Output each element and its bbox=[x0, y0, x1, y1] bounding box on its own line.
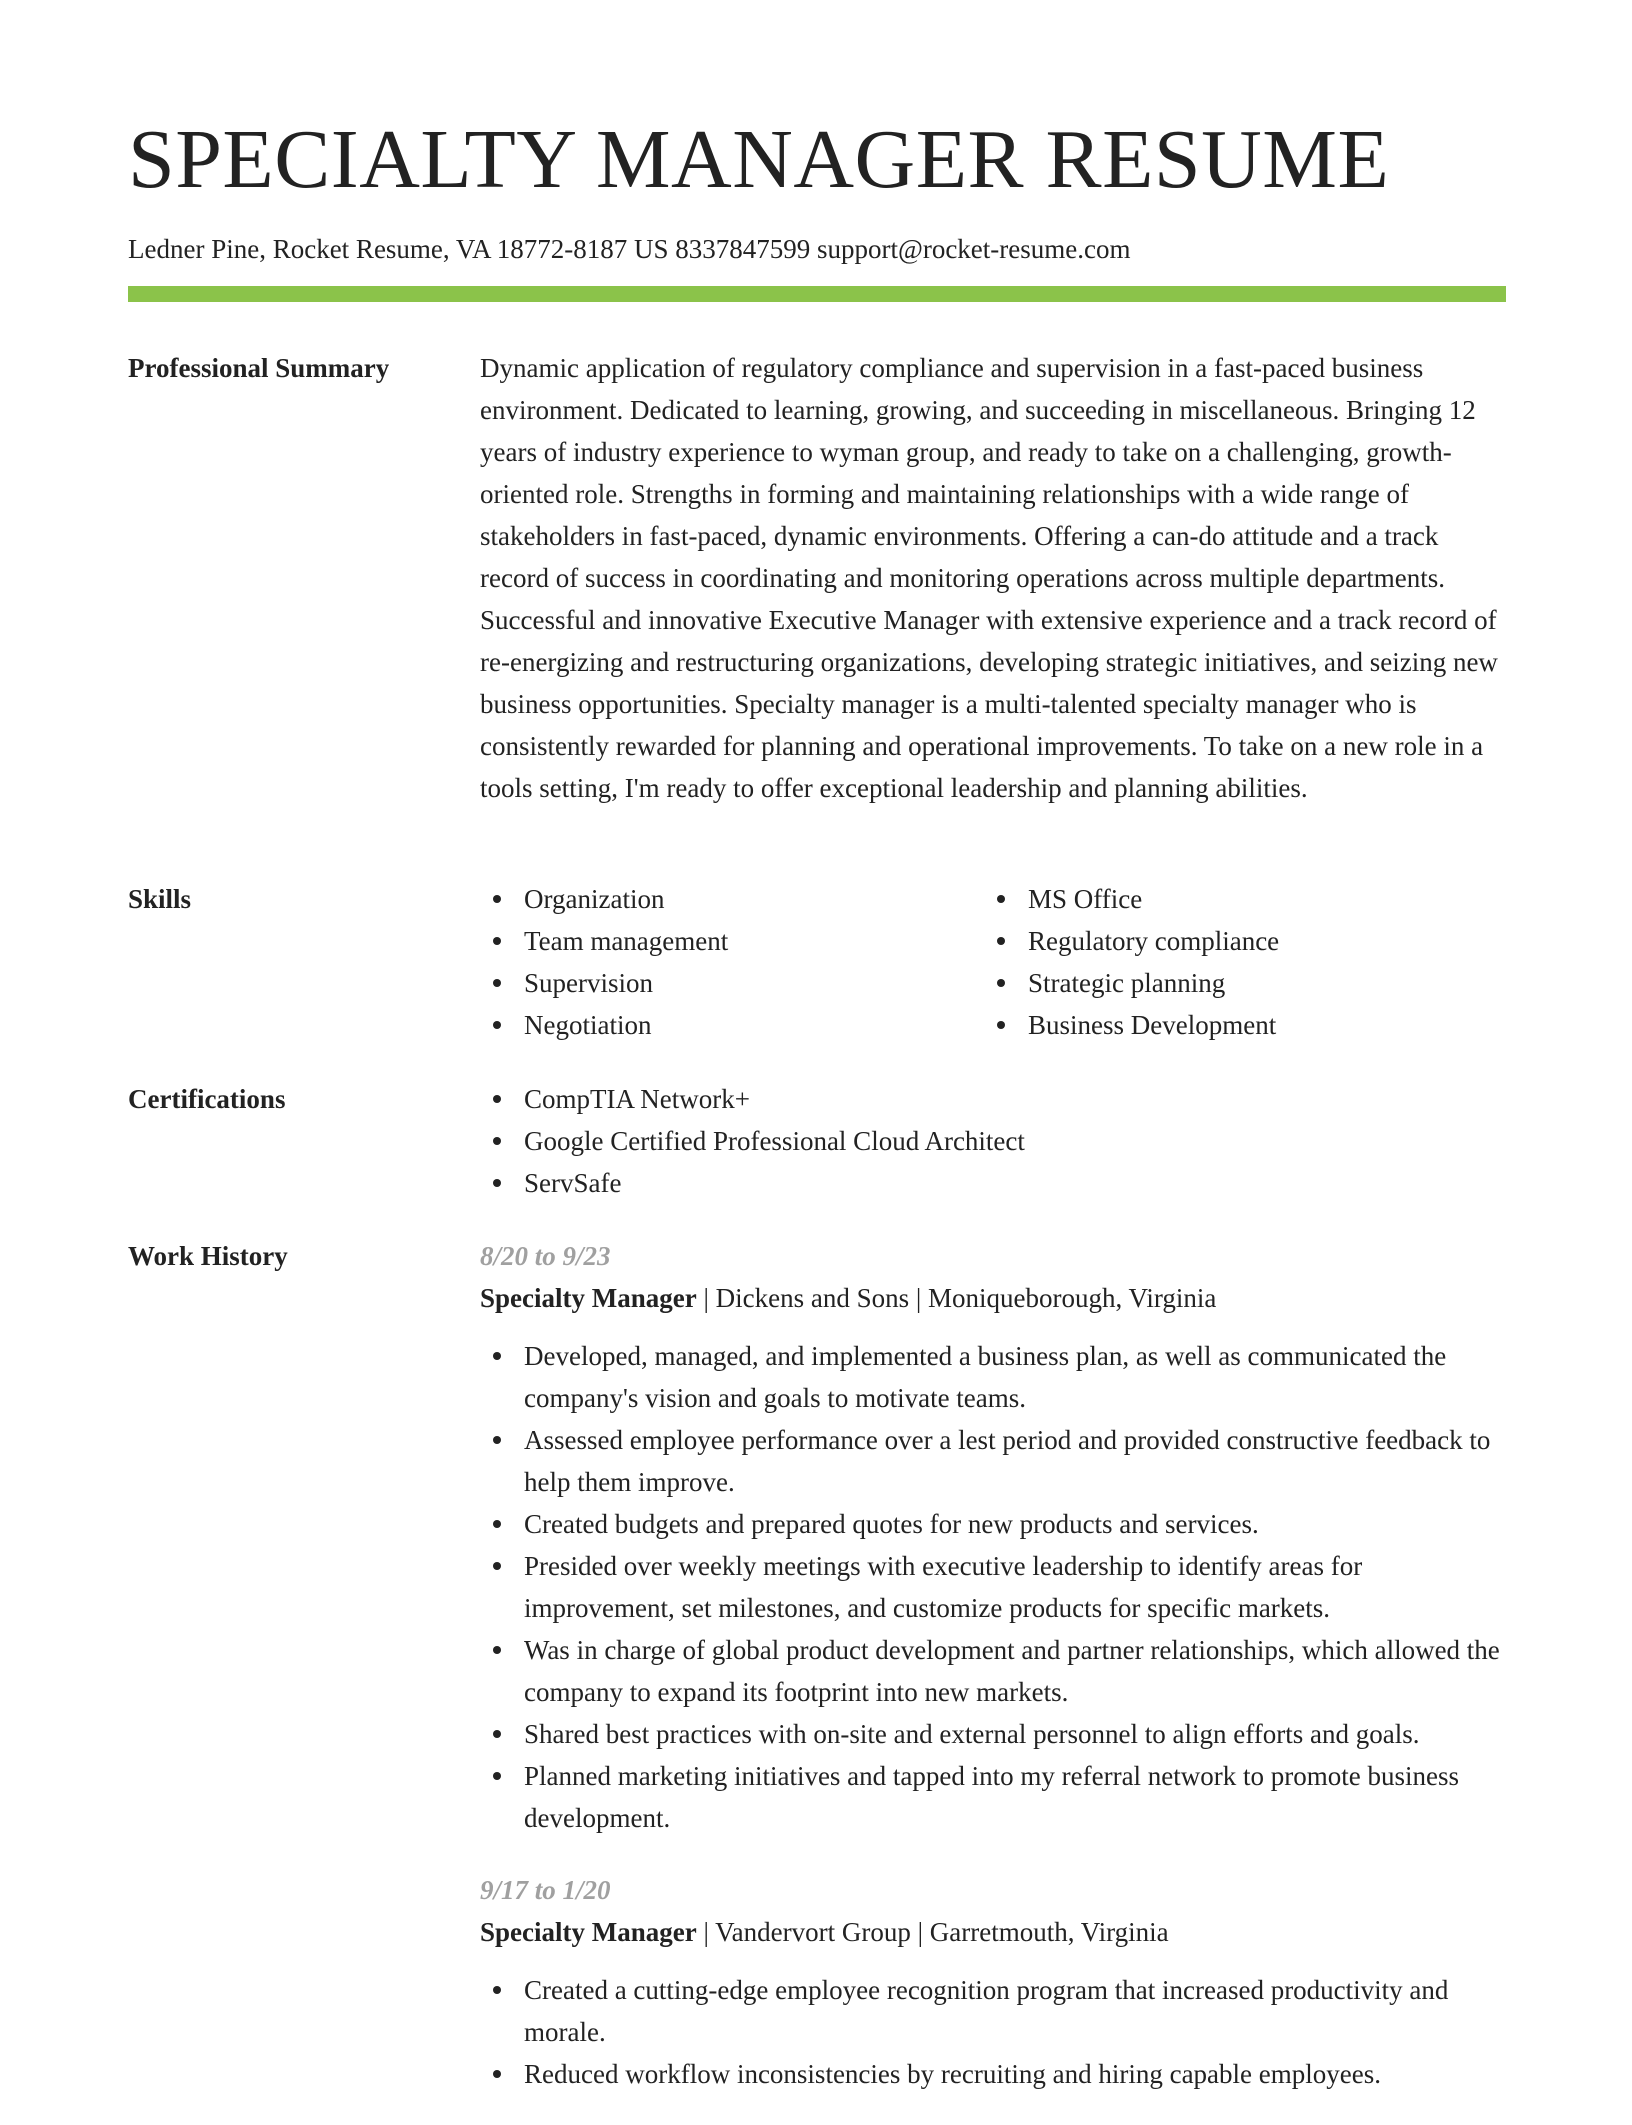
skill-item: Strategic planning bbox=[984, 962, 1488, 1004]
skills-list-left bbox=[480, 878, 984, 1046]
contact-info: Ledner Pine, Rocket Resume, VA 18772-8187 US 8337847599 support@rocket-resume.com bbox=[128, 234, 1131, 264]
job-dates: 9/17 to 1/20 bbox=[480, 1875, 611, 1905]
summary-text: Dynamic application of regulatory compliance and supervision in a fast-paced business environment. Dedicated to learning, growing, and succeeding in miscellaneous. Bringing 12 years of industry experience to wyman group, and ready to take on a challenging, growth-oriented role. Strengths in forming and maintaining relationships with a wide range of stakeholders in fast-paced, dynamic environments. Offering a can-do attitude and a track record of success in coordinating and monitoring operations across multiple departments. Successful and innovative Executive Manager with extensive experience and a track record of re-energizing and restructuring organizations, developing strategic initiatives, and seizing new business opportunities. Specialty manager is a multi-talented specialty manager who is consistently rewarded for planning and operational improvements. To take on a new role in a tools setting, I'm ready to offer exceptional leadership and planning abilities. bbox=[480, 353, 1498, 803]
job-heading bbox=[480, 1911, 1506, 1953]
certifications-body bbox=[480, 1078, 1506, 1204]
skill-item: Organization bbox=[480, 878, 984, 920]
bullet-icon bbox=[493, 1986, 501, 1994]
certifications-list bbox=[480, 1078, 1506, 1204]
job-employer-location: | Vandervort Group | Garretmouth, Virginia bbox=[696, 1917, 1169, 1947]
resume-title: SPECIALTY MANAGER RESUME bbox=[128, 113, 1390, 206]
bullet-icon bbox=[997, 1021, 1005, 1029]
job-bullet: Shared best practices with on-site and external personnel to align efforts and goals. bbox=[480, 1713, 1506, 1755]
job-heading bbox=[480, 1277, 1506, 1319]
certification-item: CompTIA Network+ bbox=[480, 1078, 1506, 1120]
skills-list-right bbox=[984, 878, 1488, 1046]
skills-body bbox=[480, 878, 1506, 1046]
bullet-icon bbox=[493, 1352, 501, 1360]
certification-item: ServSafe bbox=[480, 1162, 1506, 1204]
job-bullet: Presided over weekly meetings with executive leadership to identify areas for improvement, set milestones, and customize products for specific markets. bbox=[480, 1545, 1506, 1629]
certifications-heading: Certifications bbox=[128, 1084, 286, 1114]
job-entry bbox=[480, 1235, 1506, 1839]
bullet-icon bbox=[493, 1137, 501, 1145]
bullet-icon bbox=[493, 979, 501, 987]
job-bullet: Planned marketing initiatives and tapped into my referral network to promote business development. bbox=[480, 1755, 1506, 1839]
bullet-icon bbox=[493, 1646, 501, 1654]
work-history-heading: Work History bbox=[128, 1241, 288, 1271]
job-entry bbox=[480, 1869, 1506, 2095]
job-title: Specialty Manager bbox=[480, 1917, 697, 1947]
job-employer-location: | Dickens and Sons | Moniqueborough, Virginia bbox=[696, 1283, 1217, 1313]
skill-item: Team management bbox=[480, 920, 984, 962]
bullet-icon bbox=[493, 1772, 501, 1780]
work-history-body bbox=[480, 1235, 1506, 2125]
summary-body bbox=[480, 347, 1506, 809]
skill-item: Business Development bbox=[984, 1004, 1488, 1046]
job-bullet: Assessed employee performance over a lest period and provided constructive feedback to help them improve. bbox=[480, 1419, 1506, 1503]
bullet-icon bbox=[493, 1520, 501, 1528]
bullet-icon bbox=[493, 1095, 501, 1103]
job-bullet: Reduced workflow inconsistencies by recruiting and hiring capable employees. bbox=[480, 2053, 1506, 2095]
header-divider bbox=[128, 286, 1506, 302]
bullet-icon bbox=[997, 979, 1005, 987]
bullet-icon bbox=[493, 1562, 501, 1570]
skill-item: Negotiation bbox=[480, 1004, 984, 1046]
bullet-icon bbox=[493, 2070, 501, 2078]
skills-heading: Skills bbox=[128, 884, 192, 914]
bullet-icon bbox=[997, 895, 1005, 903]
job-bullets bbox=[480, 1335, 1506, 1839]
job-title: Specialty Manager bbox=[480, 1283, 697, 1313]
bullet-icon bbox=[493, 1730, 501, 1738]
certification-item: Google Certified Professional Cloud Architect bbox=[480, 1120, 1506, 1162]
skill-item: Supervision bbox=[480, 962, 984, 1004]
job-bullet: Created budgets and prepared quotes for new products and services. bbox=[480, 1503, 1506, 1545]
bullet-icon bbox=[493, 1021, 501, 1029]
skill-item: MS Office bbox=[984, 878, 1488, 920]
bullet-icon bbox=[493, 1179, 501, 1187]
job-bullet: Was in charge of global product development and partner relationships, which allowed the company to expand its footprint into new markets. bbox=[480, 1629, 1506, 1713]
job-dates: 8/20 to 9/23 bbox=[480, 1241, 611, 1271]
bullet-icon bbox=[493, 937, 501, 945]
job-bullets bbox=[480, 1969, 1506, 2095]
bullet-icon bbox=[997, 937, 1005, 945]
job-bullet: Created a cutting-edge employee recognition program that increased productivity and morale. bbox=[480, 1969, 1506, 2053]
bullet-icon bbox=[493, 1436, 501, 1444]
job-bullet: Developed, managed, and implemented a business plan, as well as communicated the company's vision and goals to motivate teams. bbox=[480, 1335, 1506, 1419]
skill-item: Regulatory compliance bbox=[984, 920, 1488, 962]
bullet-icon bbox=[493, 895, 501, 903]
summary-heading: Professional Summary bbox=[128, 353, 390, 383]
